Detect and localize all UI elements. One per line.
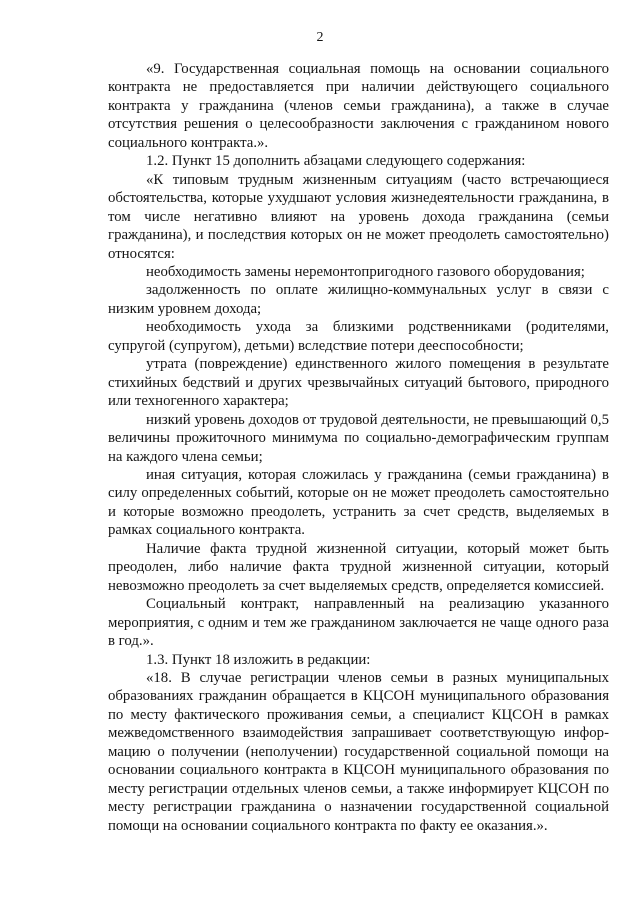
list-item-other-situation: иная ситуация, которая сложилась у гражданина (семьи гражданина) в силу определенных событий, которые он не может преодолеть самостоятельно и которые возможно преодолеть, устранить за счет средств, выделяемых в рамках социального контракта. (108, 466, 609, 539)
list-item-gas-equipment: необходимость замены неремонтопригодного газового оборудования; (146, 263, 585, 280)
list-item-housing-loss: утрата (повреждение) единственного жилого помещения в результате стихийных бедствий и других чрезвычайных ситуаций бытового, природного или техногенного характера; (108, 356, 609, 410)
paragraph-contract-frequency: Социальный контракт, направленный на реализацию указанного мероприятия, с одним и тем же гражданином заключается не чаще одного раза в год.». (108, 596, 609, 650)
document-body (108, 60, 609, 835)
paragraph-item-18: «18. В случае регистрации членов семьи в разных муниципальных образованиях гражданин обращается в КЦСОН муниципального образования по месту фактического проживания семьи, а специалист КЦСОН в рамках межведомственного взаимодействия запрашивает соответствующую информацию о получении (неполучении) государственной социальной помощи на основании социального контракта в КЦСОН муниципального образования по месту регистрации отдельных членов семьи, а также информирует КЦСОН по месту регистрации гражданина о назначении государственной социальной помощи на основании социального контракта по факту ее оказания.». (108, 669, 609, 834)
paragraph-commission-decision: Наличие факта трудной жизненной ситуации, который может быть преодолен, либо наличие факта трудной жизненной ситуации, который невозможно преодолеть за счет выделяемых средств, определяется комиссией. (108, 540, 609, 594)
paragraph-amendment-1-2: 1.2. Пункт 15 дополнить абзацами следующего содержания: (146, 153, 526, 170)
list-item-utility-debt: задолженность по оплате жилищно-коммунальных услуг в связи с низким уровнем дохода; (108, 282, 609, 317)
list-item-low-income: низкий уровень доходов от трудовой деятельности, не превышающий 0,5 величины прожиточного минимума по социально-демографическим группам на каждого члена семьи; (108, 411, 609, 465)
list-item-relative-care: необходимость ухода за близкими родственниками (родителями, супругой (супругом), детьми) вследствие потери дееспособности; (108, 319, 609, 354)
paragraph-item-9: «9. Государственная социальная помощь на основании социального контракта не предоставляется при наличии действующего социального контракта у гражданина (членов семьи гражданина), а также в случае отсутствия решения о целесообразности заключения с гражданином нового социального контракта.». (108, 61, 609, 151)
paragraph-amendment-1-3: 1.3. Пункт 18 изложить в редакции: (146, 651, 371, 668)
page-number: 2 (316, 30, 324, 45)
paragraph-typical-situations-intro: «К типовым трудным жизненным ситуациям (часто встречающиеся обстоятельства, которые ухудшают условия жизнедеятельности гражданина, в том числе негативно влияют на уровень дохода гражданина (семьи гражданина), и последствия которых он не может преодолеть самостоятельно) относятся: (108, 171, 609, 262)
